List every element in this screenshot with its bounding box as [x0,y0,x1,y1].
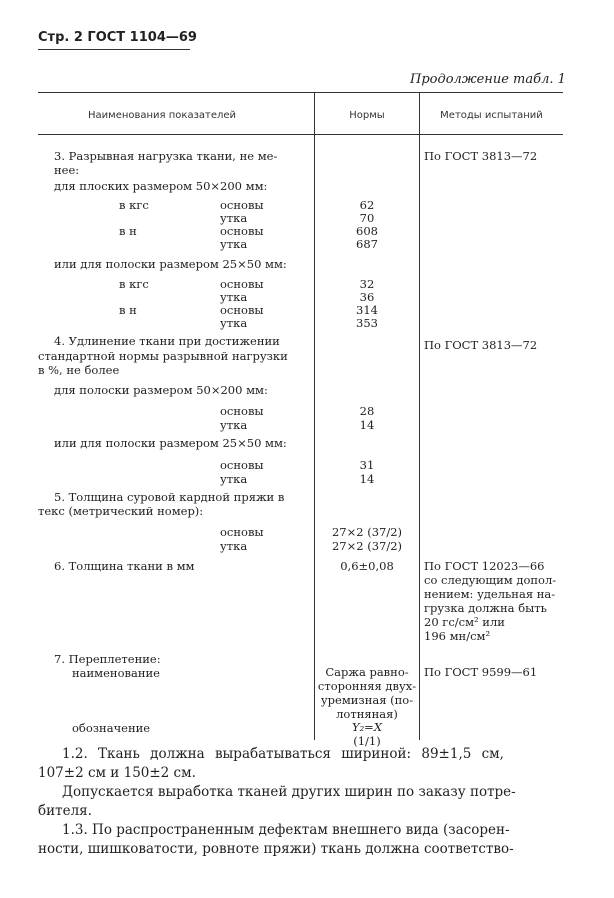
column-header-indicator: Наименования показателей [88,110,237,121]
page-number-label: Стр. 2 ГОСТ 1104—69 [38,30,197,45]
row5-weft: утка [220,539,248,553]
paragraph-2-line2: бителя. [38,803,92,819]
row7-name-label: наименование [72,666,160,680]
row6-method-line4: грузка должна быть [424,601,547,615]
continuation-label: Продолжение табл. 1 [410,72,566,87]
row5-value: 27×2 (37/2) [331,539,403,553]
row3-subheading-2: или для полоски размером 25×50 мм: [54,257,287,271]
row3-value: 687 [356,237,378,251]
row4-title-line3: в %, не более [38,363,120,377]
header-underline [38,49,190,50]
row3-method: По ГОСТ 3813—72 [424,149,538,163]
row3-value: 608 [356,224,378,238]
row3-unit-kgs-1: в кгс [119,198,149,212]
row3-weft-4: утка [220,316,248,330]
table-top-rule [38,92,563,93]
row3-subheading-1: для плоских размером 50×200 мм: [54,179,268,193]
row7-norm-line2: сторонняя двух- [317,679,417,693]
row4-subheading-2: или для полоски размером 25×50 мм: [54,436,287,450]
row7-method: По ГОСТ 9599—61 [424,665,538,679]
row5-warp: основы [220,525,264,539]
row4-method: По ГОСТ 3813—72 [424,338,538,352]
row3-unit-n-2: в н [119,303,137,317]
row3-weft-1: утка [220,211,248,225]
row3-warp-2: основы [220,224,264,238]
row4-title-line2: стандартной нормы разрывной нагрузки [38,349,288,363]
row4-value: 31 [359,458,375,472]
row3-value: 62 [359,198,375,212]
row6-method-line6: 196 мн/см² [424,629,491,643]
row3-unit-kgs-2: в кгс [119,277,149,291]
row6-title: 6. Толщина ткани в мм [54,559,195,573]
row7-formula: Y₂=X [351,720,383,734]
paragraph-1-3-line2: ности, шишковатости, ровноте пряжи) ткань должна соответство- [38,841,514,857]
row3-value: 353 [356,316,378,330]
column-header-norm: Нормы [349,110,385,121]
row6-method-line2: со следующим допол- [424,573,557,587]
row6-method-line5: 20 гс/см² или [424,615,505,629]
row3-weft-2: утка [220,237,248,251]
row4-value: 14 [359,418,375,432]
row3-value: 70 [359,211,375,225]
row3-unit-n-1: в н [119,224,137,238]
row7-norm-line3: уремизная (по- [320,693,414,707]
row3-value: 314 [356,303,378,317]
row3-title-line2: нее: [54,163,80,177]
row7-ratio: (1/1) [353,734,381,748]
column-header-method: Методы испытаний [440,110,543,121]
column-divider-2 [419,92,420,740]
row7-norm-line4: лотняная) [336,707,398,721]
row7-title: 7. Переплетение: [54,652,161,666]
row3-value: 36 [359,290,375,304]
paragraph-1-3-line1: 1.3. По распространенным дефектам внешнего вида (засорен- [62,822,510,838]
table-header-rule [38,134,563,135]
row4-warp-2: основы [220,458,264,472]
row5-value: 27×2 (37/2) [331,525,403,539]
row3-value: 32 [359,277,375,291]
row6-method-line3: нением: удельная на- [424,587,556,601]
paragraph-1-2-line1: 1.2. Ткань должна вырабатываться шириной: 89±1,5 см, [62,746,504,762]
row4-value: 28 [359,404,375,418]
row3-weft-3: утка [220,290,248,304]
paragraph-2-line1: Допускается выработка тканей других ширин по заказу потре- [62,784,516,800]
row6-method-line1: По ГОСТ 12023—66 [424,559,545,573]
row4-title-line1: 4. Удлинение ткани при достижении [54,334,280,348]
row3-warp-4: основы [220,303,264,317]
row5-title-line1: 5. Толщина суровой кардной пряжи в [54,490,285,504]
row4-value: 14 [359,472,375,486]
row3-warp-1: основы [220,198,264,212]
row4-weft-1: утка [220,418,248,432]
row7-designation-label: обозначение [72,721,151,735]
row4-weft-2: утка [220,472,248,486]
row7-norm-line1: Саржа равно- [325,665,409,679]
row3-title-line1: 3. Разрывная нагрузка ткани, не ме- [54,149,278,163]
row6-norm: 0,6±0,08 [340,559,394,573]
row4-warp-1: основы [220,404,264,418]
row4-subheading-1: для полоски размером 50×200 мм: [54,383,268,397]
row3-warp-3: основы [220,277,264,291]
row5-title-line2: текс (метрический номер): [38,504,204,518]
paragraph-1-2-line2: 107±2 см и 150±2 см. [38,765,196,781]
